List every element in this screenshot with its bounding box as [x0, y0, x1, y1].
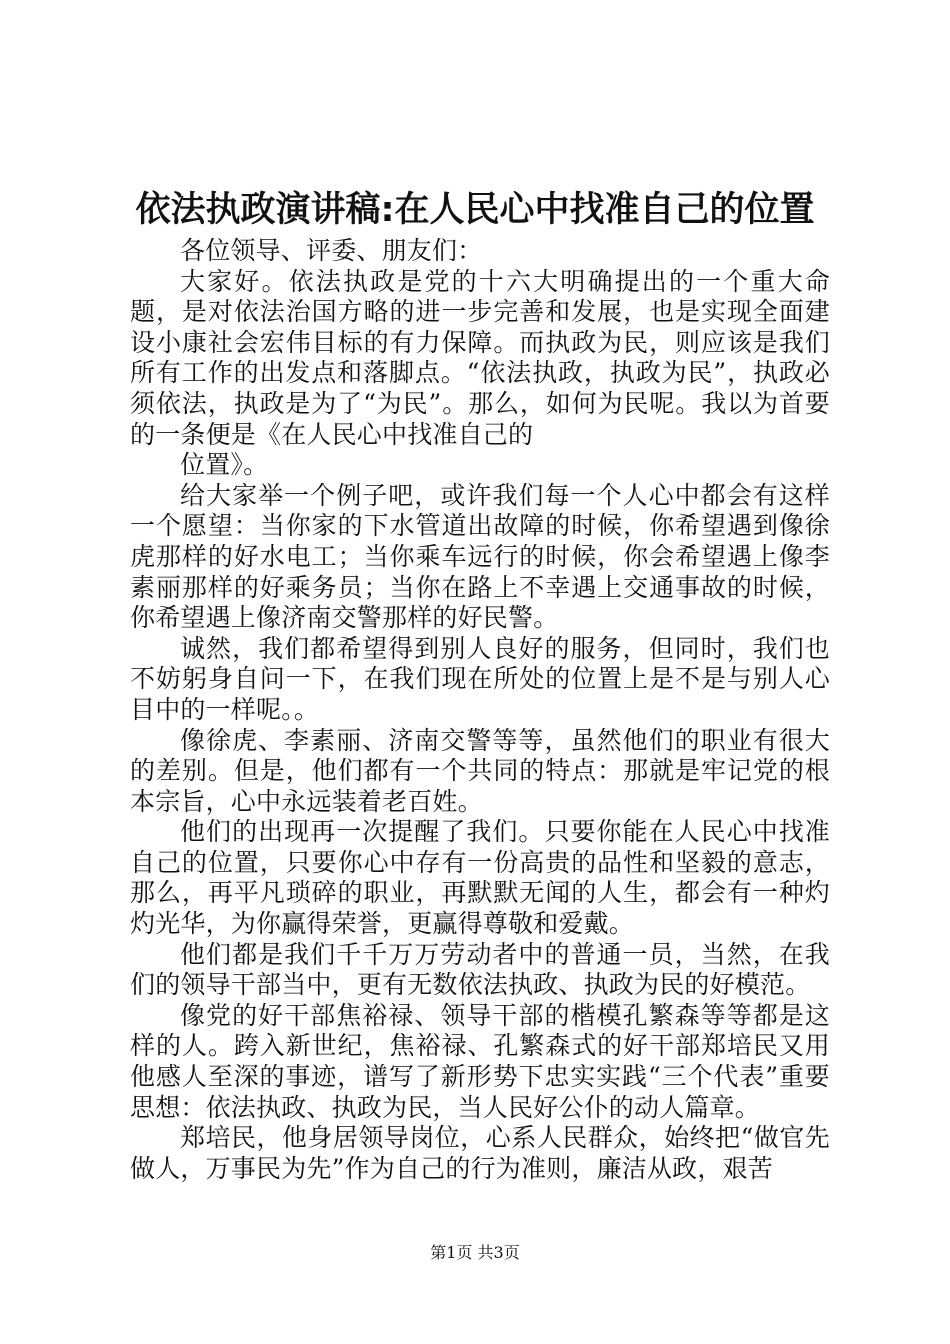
paragraph-opening: 大家好。依法执政是党的十六大明确提出的一个重大命题，是对依法治国方略的进一步完善和发展，也是实现全面建设小康社会宏伟目标的有力保障。而执政为民，则应该是我们所有工作的出发点和落脚点。“依法执政，执政为民”，执政必须依法，执政是为了“为民”。那么，如何为民呢。我以为首要的一条便是《在人民心中找准自己的	[130, 266, 830, 449]
paragraph-reminder: 他们的出现再一次提醒了我们。只要你能在人民心中找准自己的位置，只要你心中存有一份高贵的品性和坚毅的意志，那么，再平凡琐碎的职业，再默默无闻的人生，都会有一种灼灼光华，为你赢得荣誉，更赢得尊敬和爱戴。	[130, 817, 830, 939]
paragraph-leaders: 他们都是我们千千万万劳动者中的普通一员，当然，在我们的领导干部当中，更有无数依法执政、执政为民的好模范。	[130, 939, 830, 1000]
paragraph-role-models: 像党的好干部焦裕禄、领导干部的楷模孔繁森等等都是这样的人。跨入新世纪，焦裕禄、孔繁森式的好干部郑培民又用他感人至深的事迹，谱写了新形势下忠实实践“三个代表”重要思想：依法执政、执政为民，当人民好公仆的动人篇章。	[130, 1000, 830, 1122]
paragraph-salutation: 各位领导、评委、朋友们：	[180, 236, 483, 265]
document-title: 依法执政演讲稿:在人民心中找准自己的位置	[135, 190, 815, 230]
paragraph-zheng-peimin: 郑培民，他身居领导岗位，心系人民群众，始终把“做官先做人，万事民为先”作为自己的行为准则，廉洁从政，艰苦	[130, 1123, 830, 1182]
paragraph-self-reflection: 诚然，我们都希望得到别人良好的服务，但同时，我们也不妨躬身自问一下，在我们现在所处的位置上是不是与别人心目中的一样呢。。	[130, 633, 830, 724]
document-body	[130, 236, 830, 1182]
paragraph-example: 给大家举一个例子吧，或许我们每一个人心中都会有这样一个愿望：当你家的下水管道出故障的时候，你希望遇到像徐虎那样的好水电工；当你乘车远行的时候，你会希望遇上像李素丽那样的好乘务员；当你在路上不幸遇上交通事故的时候，你希望遇上像济南交警那样的好民警。	[130, 480, 830, 633]
paragraph-title-continuation: 位置》。	[180, 450, 269, 480]
paragraph-common-trait: 像徐虎、李素丽、济南交警等等，虽然他们的职业有很大的差别。但是，他们都有一个共同的特点：那就是牢记党的根本宗旨，心中永远装着老百姓。	[130, 725, 830, 816]
page-number-footer: 第1页 共3页	[430, 1243, 520, 1262]
